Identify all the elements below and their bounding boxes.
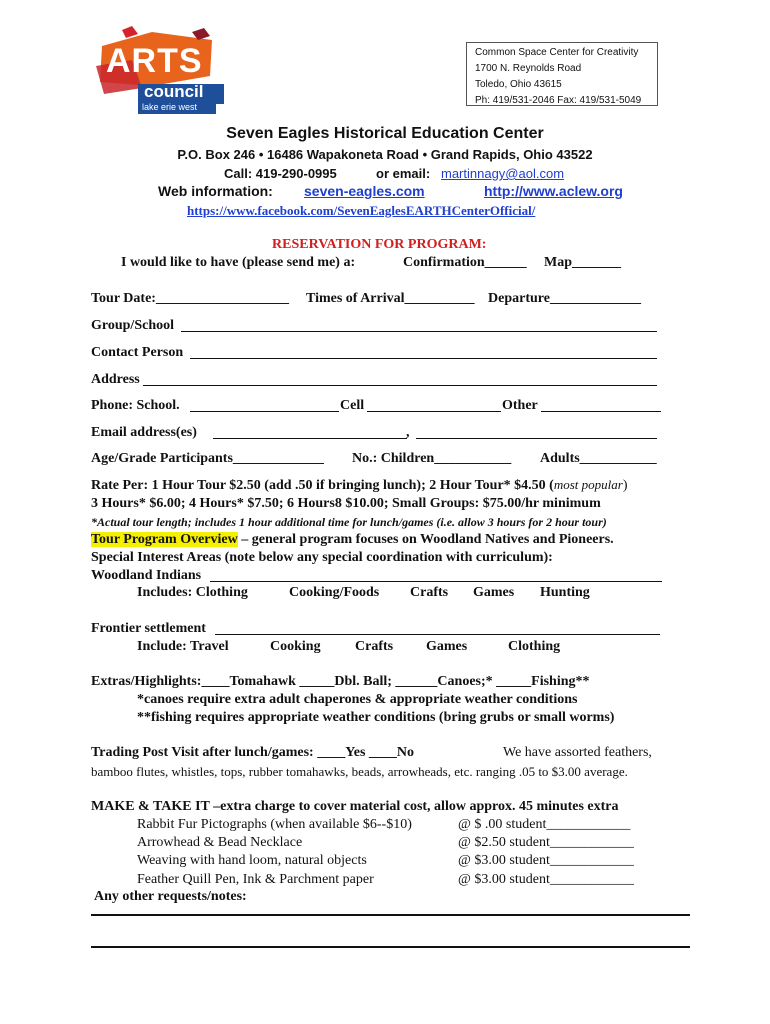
- make-take-item-name: Feather Quill Pen, Ink & Parchment paper: [137, 872, 374, 887]
- rate-text: Rate Per: 1 Hour Tour $2.50 (add .50 if bringing lunch); 2 Hour Tour* $4.50 (: [91, 478, 554, 493]
- address-line: Common Space Center for Creativity: [475, 47, 639, 58]
- trading-post-line[interactable]: Trading Post Visit after lunch/games: ____Yes ____No: [91, 745, 415, 760]
- center-address: P.O. Box 246 • 16486 Wapakoneta Road • Grand Rapids, Ohio 43522: [177, 147, 593, 162]
- overview-line: [91, 532, 614, 548]
- logo-text-lake-erie-west: lake erie west: [142, 102, 198, 112]
- frontier-item: Clothing: [508, 639, 561, 654]
- age-grade-field[interactable]: Age/Grade Participants_____________: [91, 451, 324, 466]
- email-address-input-1[interactable]: [213, 438, 407, 439]
- contact-person-input[interactable]: [190, 358, 657, 359]
- children-count-field[interactable]: No.: Children___________: [352, 451, 512, 466]
- phone-school-input[interactable]: [190, 411, 339, 412]
- woodland-item: Games: [473, 585, 515, 600]
- overview-label: Tour Program Overview: [91, 532, 238, 547]
- extras-note-fishing: **fishing requires appropriate weather conditions (bring grubs or small worms): [137, 710, 615, 725]
- frontier-item: Crafts: [355, 639, 394, 654]
- address-line: Ph: 419/531-2046 Fax: 419/531-5049: [475, 95, 642, 106]
- frontier-item: Include: Travel: [137, 639, 229, 654]
- make-take-item-name: Rabbit Fur Pictographs (when available $6--$10): [137, 817, 412, 832]
- phone-other-input[interactable]: [541, 411, 661, 412]
- special-interest: Special Interest Areas (note below any special coordination with curriculum):: [91, 550, 553, 565]
- rate-line-1: [91, 477, 628, 494]
- email-label: or email:: [376, 166, 431, 181]
- address-input[interactable]: [143, 385, 657, 386]
- other-requests-label: Any other requests/notes:: [94, 889, 247, 904]
- woodland-item: Hunting: [540, 585, 590, 600]
- center-phone: Call: 419-290-0995: [224, 166, 337, 181]
- web-link-seven-eagles[interactable]: seven-eagles.com: [304, 183, 425, 199]
- make-take-heading: MAKE & TAKE IT –extra charge to cover material cost, allow approx. 45 minutes extra: [91, 799, 619, 814]
- frontier-input[interactable]: [215, 634, 660, 635]
- notes-line-1[interactable]: [91, 914, 690, 916]
- address-label: Address: [91, 372, 140, 387]
- frontier-item: Games: [426, 639, 468, 654]
- contact-person-label: Contact Person: [91, 345, 184, 360]
- woodland-item: Cooking/Foods: [289, 585, 380, 600]
- trading-post-aside: We have assorted feathers,: [503, 745, 652, 760]
- reservation-heading: RESERVATION FOR PROGRAM:: [272, 237, 487, 252]
- make-take-item-price[interactable]: @ $3.00 student____________: [458, 853, 634, 868]
- email-address-input-2[interactable]: [416, 438, 657, 439]
- extras-note-canoes: *canoes require extra adult chaperones & appropriate weather conditions: [137, 692, 578, 707]
- address-box: [466, 42, 658, 106]
- email-address-label: Email address(es): [91, 425, 197, 440]
- logo-text-arts: ARTS: [106, 42, 203, 80]
- confirmation-field[interactable]: Confirmation______: [403, 255, 527, 270]
- email-comma: ,: [406, 425, 410, 440]
- reservation-intro: I would like to have (please send me) a:: [121, 255, 356, 270]
- departure-field[interactable]: Departure_____________: [488, 291, 641, 306]
- woodland-input[interactable]: [210, 581, 662, 582]
- web-link-aclew[interactable]: http://www.aclew.org: [484, 183, 623, 199]
- phone-cell-input[interactable]: [367, 411, 501, 412]
- extras-line[interactable]: Extras/Highlights:____Tomahawk _____Dbl. Ball; ______Canoes;* _____Fishing**: [91, 674, 590, 689]
- rate-note: *Actual tour length; includes 1 hour additional time for lunch/games (i.e. allow 3 hours for 2 hour tour): [91, 515, 607, 529]
- make-take-item-price[interactable]: @ $2.50 student____________: [458, 835, 634, 850]
- make-take-item-price[interactable]: @ $ .00 student____________: [458, 817, 631, 832]
- email-link[interactable]: martinnagy@aol.com: [441, 166, 565, 181]
- make-take-item-name: Weaving with hand loom, natural objects: [137, 853, 367, 868]
- rate-popular: most popular: [553, 477, 623, 492]
- woodland-item: Crafts: [410, 585, 449, 600]
- adults-count-field[interactable]: Adults___________: [540, 451, 657, 466]
- web-label: Web information:: [158, 183, 273, 199]
- frontier-item: Cooking: [270, 639, 321, 654]
- trading-post-items: bamboo flutes, whistles, tops, rubber tomahawks, beads, arrowheads, etc. ranging .05 to $3.00 average.: [91, 764, 628, 779]
- phone-school-label: Phone: School.: [91, 398, 180, 413]
- facebook-link[interactable]: https://www.facebook.com/SevenEaglesEARTHCenterOfficial/: [187, 203, 536, 218]
- overview-text: – general program focuses on Woodland Natives and Pioneers.: [237, 532, 614, 547]
- rate-close: ): [622, 478, 628, 493]
- map-field[interactable]: Map_______: [544, 255, 621, 270]
- address-line: Toledo, Ohio 43615: [475, 79, 562, 90]
- arts-council-logo: [92, 26, 230, 116]
- notes-line-2[interactable]: [91, 946, 690, 948]
- make-take-item-name: Arrowhead & Bead Necklace: [137, 835, 303, 850]
- group-school-label: Group/School: [91, 318, 174, 333]
- phone-cell-label: Cell: [340, 398, 365, 413]
- address-line: 1700 N. Reynolds Road: [475, 63, 582, 74]
- frontier-label: Frontier settlement: [91, 621, 206, 636]
- rate-line-2: 3 Hours* $6.00; 4 Hours* $7.50; 6 Hours8 $10.00; Small Groups: $75.00/hr minimum: [91, 496, 601, 511]
- arrival-time-field[interactable]: Times of Arrival__________: [306, 291, 475, 306]
- logo-text-council: council: [144, 82, 204, 101]
- make-take-item-price[interactable]: @ $3.00 student____________: [458, 872, 634, 887]
- phone-other-label: Other: [502, 398, 538, 413]
- center-title: Seven Eagles Historical Education Center: [226, 125, 544, 142]
- group-school-input[interactable]: [181, 331, 657, 332]
- woodland-item: Includes: Clothing: [137, 585, 248, 600]
- tour-date-field[interactable]: Tour Date:___________________: [91, 291, 289, 306]
- woodland-label: Woodland Indians: [91, 568, 202, 583]
